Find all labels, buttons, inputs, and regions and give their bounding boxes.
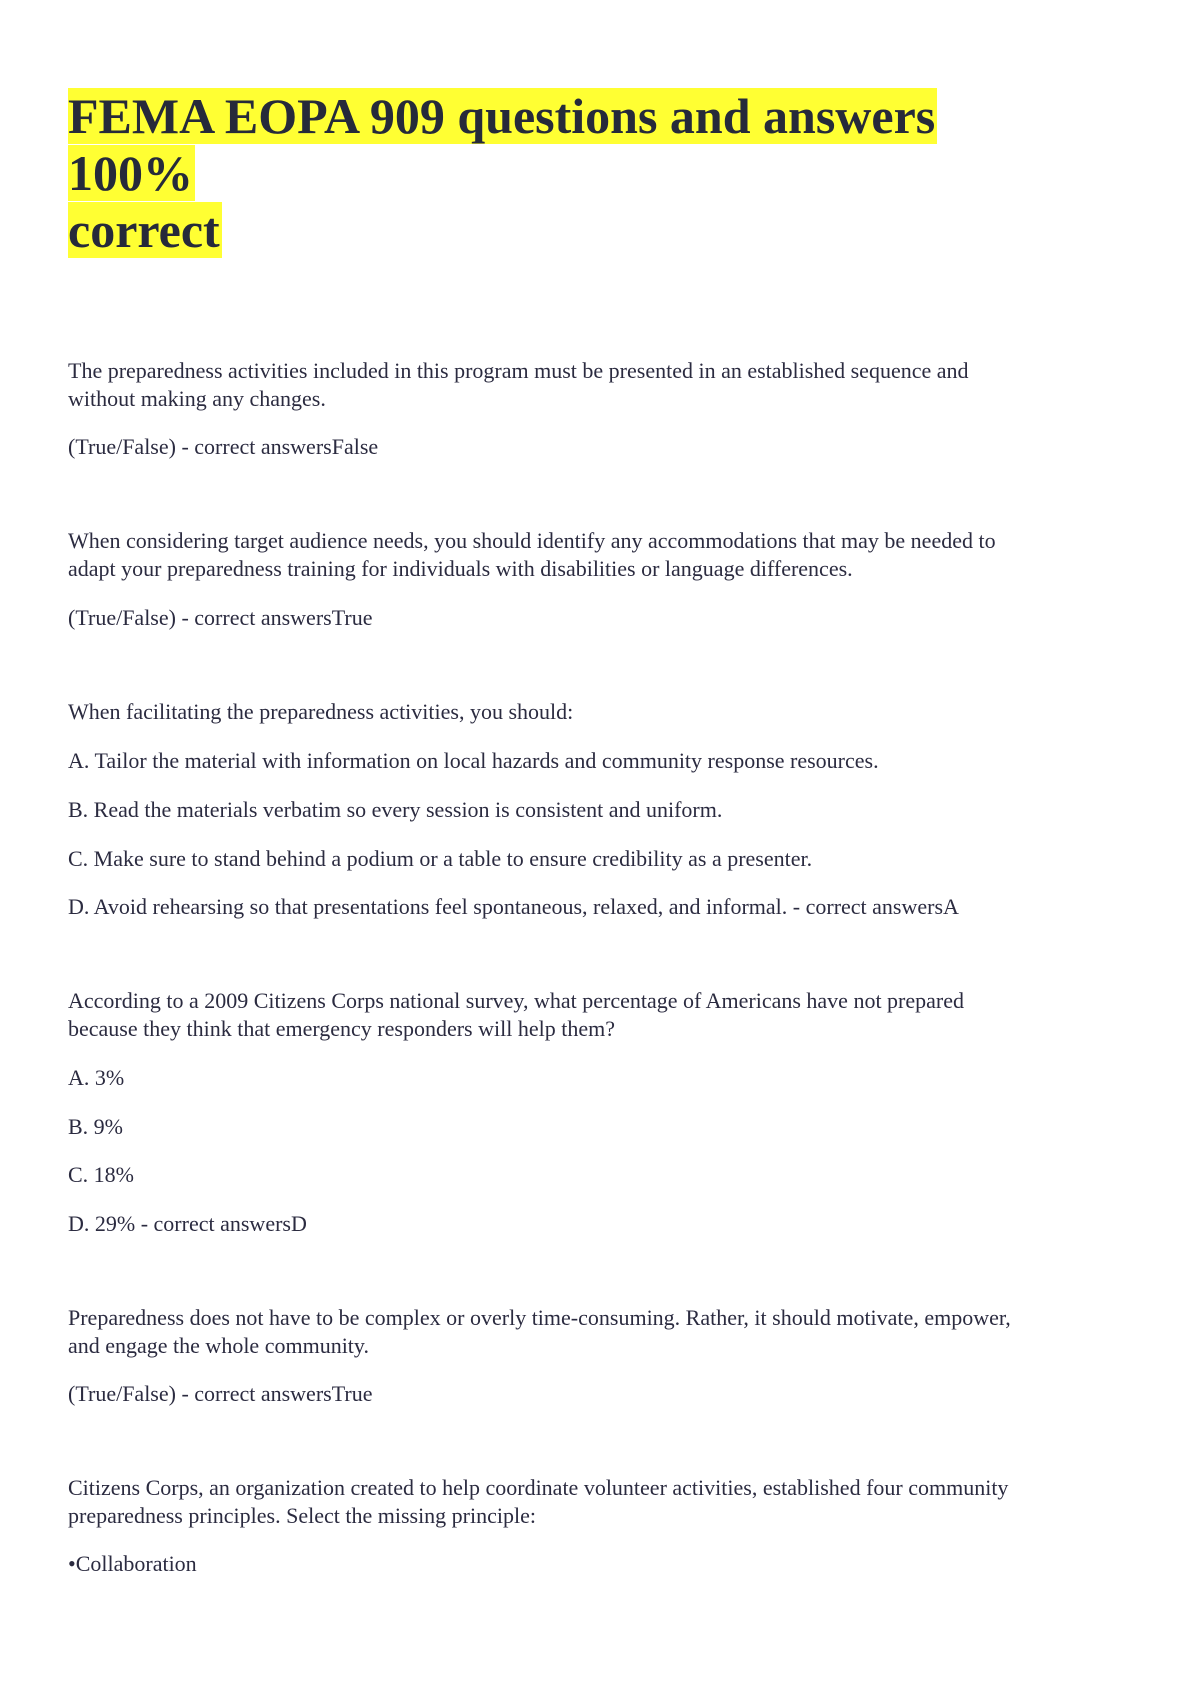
question-5-answer: (True/False) - correct answersTrue	[68, 1381, 373, 1406]
question-1-text-line-1: The preparedness activities included in this program must be presented in an established sequence and	[68, 358, 969, 383]
question-4-option-c: C. 18%	[68, 1162, 134, 1187]
question-3-option-c: C. Make sure to stand behind a podium or a table to ensure credibility as a presenter.	[68, 846, 813, 871]
document-title	[68, 88, 1068, 259]
question-3-option-b: B. Read the materials verbatim so every session is consistent and uniform.	[68, 797, 723, 822]
question-5-text-line-1: Preparedness does not have to be complex or overly time-consuming. Rather, it should motivate, empower,	[68, 1305, 1011, 1330]
question-3-text-line-1: When facilitating the preparedness activities, you should:	[68, 699, 574, 724]
question-4-option-d: D. 29% - correct answersD	[68, 1211, 307, 1236]
question-1-text-line-2: without making any changes.	[68, 386, 326, 411]
title-highlight-line-2: correct	[68, 202, 220, 258]
question-6-option-1: •Collaboration	[68, 1551, 197, 1576]
question-1-answer: (True/False) - correct answersFalse	[68, 434, 379, 459]
question-5-text-line-2: and engage the whole community.	[68, 1333, 369, 1358]
question-4-text-line-2: because they think that emergency responders will help them?	[68, 1016, 615, 1041]
question-2-answer: (True/False) - correct answersTrue	[68, 605, 373, 630]
question-6-text-line-2: preparedness principles. Select the missing principle:	[68, 1503, 536, 1528]
question-4-option-b: B. 9%	[68, 1114, 123, 1139]
question-3-option-d: D. Avoid rehearsing so that presentations feel spontaneous, relaxed, and informal. - correct answersA	[68, 894, 959, 919]
question-4-option-a: A. 3%	[68, 1065, 125, 1090]
question-2-text-line-1: When considering target audience needs, you should identify any accommodations that may be needed to	[68, 528, 996, 553]
question-4-text-line-1: According to a 2009 Citizens Corps national survey, what percentage of Americans have not prepared	[68, 988, 965, 1013]
question-6-text-line-1: Citizens Corps, an organization created to help coordinate volunteer activities, established four community	[68, 1475, 1009, 1500]
question-3-option-a: A. Tailor the material with information on local hazards and community response resources.	[68, 748, 879, 773]
question-2-text-line-2: adapt your preparedness training for individuals with disabilities or language differences.	[68, 556, 853, 581]
title-highlight-line-1: FEMA EOPA 909 questions and answers 100%	[68, 88, 936, 201]
